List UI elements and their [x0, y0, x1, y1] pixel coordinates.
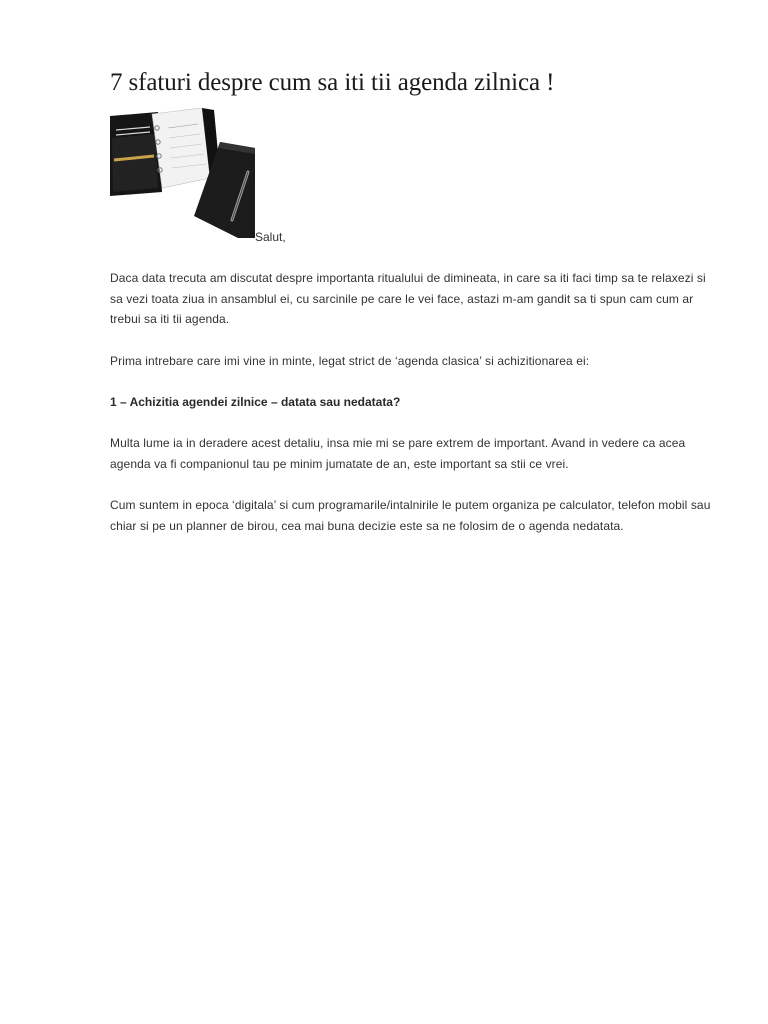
paragraph-question: Prima intrebare care imi vine in minte, legat strict de ‘agenda clasica’ si achizitionarea ei: — [110, 353, 590, 368]
paragraph-recommendation: Cum suntem in epoca ‘digitala’ si cum programarile/intalnirile le putem organiza pe calculator, telefon mobil sau chiar si pe un planner de birou, cea mai buna decizie este sa ne folosim de o agenda nedatata. — [110, 498, 711, 533]
intro-block — [110, 108, 722, 248]
paragraph-intro: Daca data trecuta am discutat despre importanta ritualului de dimineata, in care sa iti faci timp sa te relaxezi si sa vezi toata ziua in ansamblul ei, cu sarcinile pe care le vei face, astazi m-am gandit sa ti spun cam cum ar trebui sa iti tii agenda. — [110, 271, 706, 326]
agenda-photo — [110, 108, 255, 238]
article — [110, 66, 722, 557]
article-title: 7 sfaturi despre cum sa iti tii agenda zilnica ! — [110, 69, 555, 96]
section-heading-1: 1 – Achizitia agendei zilnice – datata sau nedatata? — [110, 395, 401, 409]
paragraph-detail: Multa lume ia in deradere acest detaliu, insa mie mi se pare extrem de important. Avand in vedere ca acea agenda va fi companionul tau pe minim jumatate de an, este important sa stii ce vrei. — [110, 436, 686, 471]
greeting-text: Salut, — [255, 230, 286, 244]
open-planner-shape — [110, 108, 220, 196]
